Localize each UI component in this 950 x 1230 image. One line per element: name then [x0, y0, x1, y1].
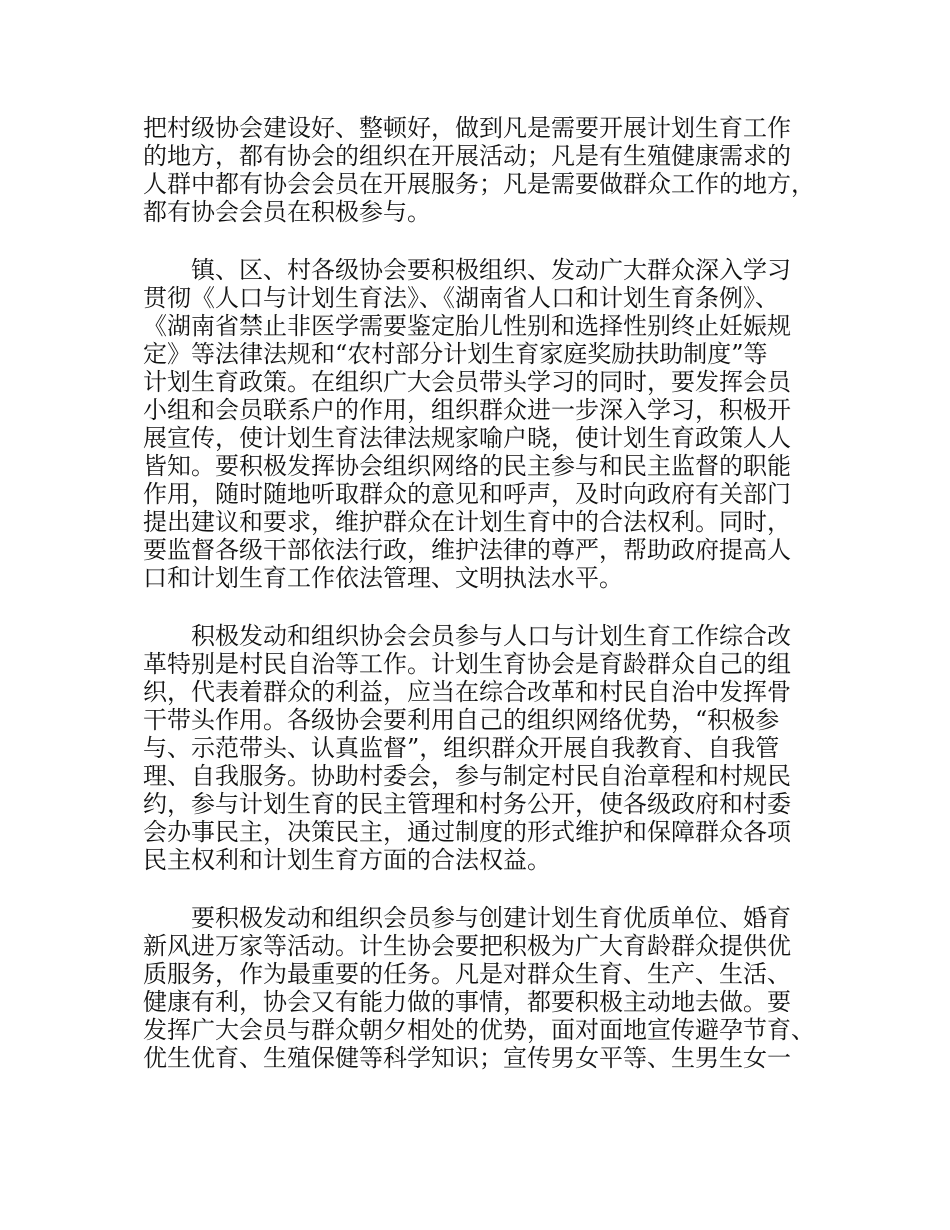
text-line: 口和计划生育工作依法管理、文明执法水平。	[143, 564, 623, 592]
text-line: 发挥广大会员与群众朝夕相处的优势，面对面地宣传避孕节育、	[143, 1016, 815, 1044]
text-line: 《湖南省禁止非医学需要鉴定胎儿性别和选择性别终止妊娠规	[143, 312, 791, 340]
text-line: 积极发动和组织协会会员参与人口与计划生育工作综合改	[143, 622, 791, 650]
text-line: 皆知。要积极发挥协会组织网络的民主参与和民主监督的职能	[143, 452, 791, 480]
text-line: 的地方，都有协会的组织在开展活动；凡是有生殖健康需求的	[143, 142, 791, 170]
text-line: 健康有利，协会又有能力做的事情，都要积极主动地去做。要	[143, 988, 791, 1016]
text-line: 计划生育政策。在组织广大会员带头学习的同时，要发挥会员	[143, 368, 791, 396]
paragraph-4	[143, 904, 823, 1072]
text-line: 革特别是村民自治等工作。计划生育协会是育龄群众自己的组	[143, 650, 791, 678]
text-line: 与、示范带头、认真监督”，组织群众开展自我教育、自我管	[143, 734, 780, 762]
text-line: 新风进万家等活动。计生协会要把积极为广大育龄群众提供优	[143, 932, 791, 960]
text-line: 展宣传，使计划生育法律法规家喻户晓，使计划生育政策人人	[143, 424, 791, 452]
document-page	[143, 114, 823, 1102]
text-line: 干带头作用。各级协会要利用自己的组织网络优势，“积极参	[143, 706, 780, 734]
text-line: 要监督各级干部依法行政，维护法律的尊严，帮助政府提高人	[143, 536, 791, 564]
paragraph-2	[143, 256, 823, 592]
text-line: 小组和会员联系户的作用，组织群众进一步深入学习，积极开	[143, 396, 791, 424]
paragraph-3	[143, 622, 823, 874]
text-line: 人群中都有协会会员在开展服务；凡是需要做群众工作的地方，	[143, 170, 815, 198]
text-line: 作用，随时随地听取群众的意见和呼声，及时向政府有关部门	[143, 480, 791, 508]
text-line: 会办事民主，决策民主，通过制度的形式维护和保障群众各项	[143, 818, 791, 846]
text-line: 织，代表着群众的利益，应当在综合改革和村民自治中发挥骨	[143, 678, 791, 706]
text-line: 贯彻《人口与计划生育法》、《湖南省人口和计划生育条例》、	[143, 284, 779, 312]
text-line: 质服务，作为最重要的任务。凡是对群众生育、生产、生活、	[143, 960, 791, 988]
text-line: 理、自我服务。协助村委会，参与制定村民自治章程和村规民	[143, 762, 791, 790]
text-line: 优生优育、生殖保健等科学知识；宣传男女平等、生男生女一	[143, 1044, 791, 1072]
text-line: 把村级协会建设好、整顿好，做到凡是需要开展计划生育工作	[143, 114, 791, 142]
text-line: 定》等法律法规和“农村部分计划生育家庭奖励扶助制度”等	[143, 340, 768, 368]
text-line: 都有协会会员在积极参与。	[143, 198, 431, 226]
text-line: 民主权利和计划生育方面的合法权益。	[143, 846, 551, 874]
text-line: 约，参与计划生育的民主管理和村务公开，使各级政府和村委	[143, 790, 791, 818]
text-line: 要积极发动和组织会员参与创建计划生育优质单位、婚育	[143, 904, 791, 932]
text-line: 提出建议和要求，维护群众在计划生育中的合法权利。同时，	[143, 508, 791, 536]
paragraph-1	[143, 114, 823, 226]
text-line: 镇、区、村各级协会要积极组织、发动广大群众深入学习	[143, 256, 791, 284]
